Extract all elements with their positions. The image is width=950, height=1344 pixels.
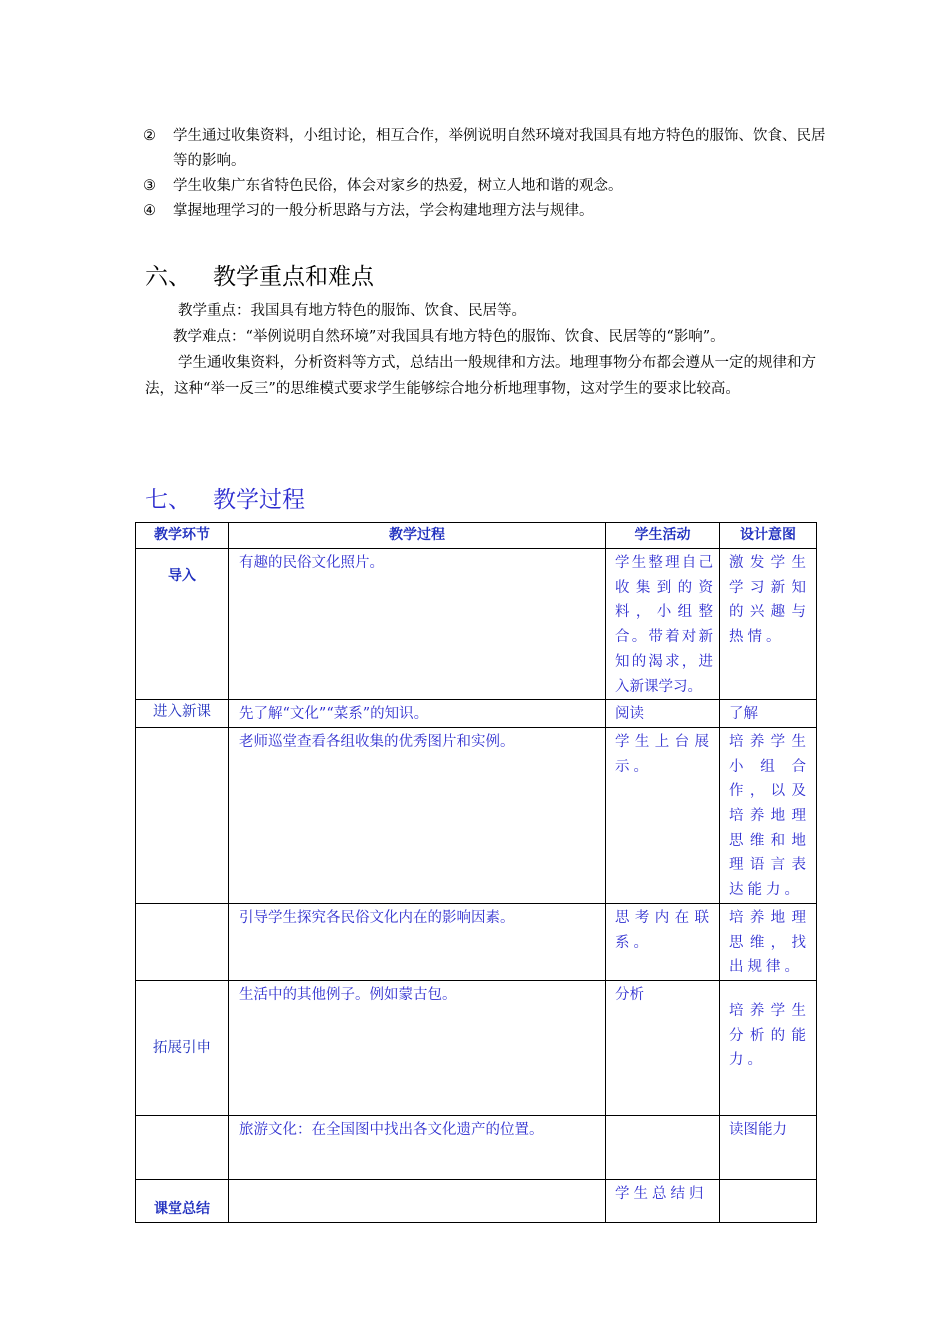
section-6-heading [145, 258, 374, 291]
section-7-number: 七、 [145, 487, 191, 513]
cell-section: 拓展引申 [136, 980, 229, 1115]
header-section: 教学环节 [136, 523, 229, 549]
objective-text: 学生通过收集资料，小组讨论，相互合作，举例说明自然环境对我国具有地方特色的服饰、饮食、民居等的影响。 [173, 128, 826, 169]
cell-section [136, 1115, 229, 1179]
cell-activity [606, 1115, 720, 1179]
objective-item [143, 174, 833, 199]
cell-intent: 培养地理思维，找出规律。 [720, 903, 817, 980]
objective-number: ② [143, 128, 156, 144]
cell-process: 引导学生探究各民俗文化内在的影响因素。 [229, 903, 606, 980]
cell-intent [720, 1179, 817, 1222]
table-row [136, 700, 817, 728]
objectives-list [143, 124, 833, 224]
cell-activity: 思考内在联系。 [606, 903, 720, 980]
cell-intent: 了解 [720, 700, 817, 728]
cell-intent: 激发学生学习新知的兴趣与热情。 [720, 549, 817, 700]
teaching-focus: 教学重点：我国具有地方特色的服饰、饮食、民居等。 [178, 303, 526, 319]
objective-number: ③ [143, 178, 156, 194]
cell-section [136, 903, 229, 980]
objective-number: ④ [143, 203, 156, 219]
teaching-difficulty: 教学难点：“举例说明自然环境”对我国具有地方特色的服饰、饮食、民居等的“影响”。 [173, 329, 725, 345]
objective-text: 学生收集广东省特色民俗，体会对家乡的热爱，树立人地和谐的观念。 [173, 178, 623, 194]
table-row [136, 549, 817, 700]
section-7-heading [145, 481, 305, 514]
cell-activity: 分析 [606, 980, 720, 1115]
cell-section: 课堂总结 [136, 1179, 229, 1222]
header-activity: 学生活动 [606, 523, 720, 549]
cell-process [229, 1179, 606, 1222]
cell-process: 老师巡堂查看各组收集的优秀图片和实例。 [229, 727, 606, 903]
section-6-number: 六、 [145, 264, 191, 290]
cell-intent: 读图能力 [720, 1115, 817, 1179]
table-row [136, 980, 817, 1115]
objective-item [143, 199, 833, 224]
cell-intent: 培养学生分析的能力。 [720, 980, 817, 1115]
header-process: 教学过程 [229, 523, 606, 549]
table-row [136, 1115, 817, 1179]
objective-item [143, 124, 833, 174]
teaching-process-table [135, 522, 817, 1223]
cell-activity: 学生总结归 [606, 1179, 720, 1222]
cell-process: 先了解“文化”“菜系”的知识。 [229, 700, 606, 728]
cell-intent: 培养学生小组合作，以及培养地理思维和地理语言表达能力。 [720, 727, 817, 903]
cell-section: 进入新课 [136, 700, 229, 728]
table-header-row [136, 523, 817, 549]
difficulty-explanation: 学生通收集资料，分析资料等方式，总结出一般规律和方法。地理事物分布都会遵从一定的规律和方法，这种“举一反三”的思维模式要求学生能够综合地分析地理事物，这对学生的要求比较高。 [145, 355, 816, 397]
cell-process: 生活中的其他例子。例如蒙古包。 [229, 980, 606, 1115]
section-6-title: 教学重点和难点 [213, 264, 374, 290]
cell-activity: 学生整理自己收集到的资料，小组整合。带着对新知的渴求，进入新课学习。 [606, 549, 720, 700]
cell-process: 旅游文化：在全国图中找出各文化遗产的位置。 [229, 1115, 606, 1179]
section-7-title: 教学过程 [213, 487, 305, 513]
cell-activity: 阅读 [606, 700, 720, 728]
cell-activity: 学生上台展示。 [606, 727, 720, 903]
table-row [136, 727, 817, 903]
objective-text: 掌握地理学习的一般分析思路与方法，学会构建地理方法与规律。 [173, 203, 594, 219]
cell-process: 有趣的民俗文化照片。 [229, 549, 606, 700]
cell-section: 导入 [136, 549, 229, 700]
cell-section [136, 727, 229, 903]
table-row [136, 1179, 817, 1222]
table-row [136, 903, 817, 980]
header-intent: 设计意图 [720, 523, 817, 549]
